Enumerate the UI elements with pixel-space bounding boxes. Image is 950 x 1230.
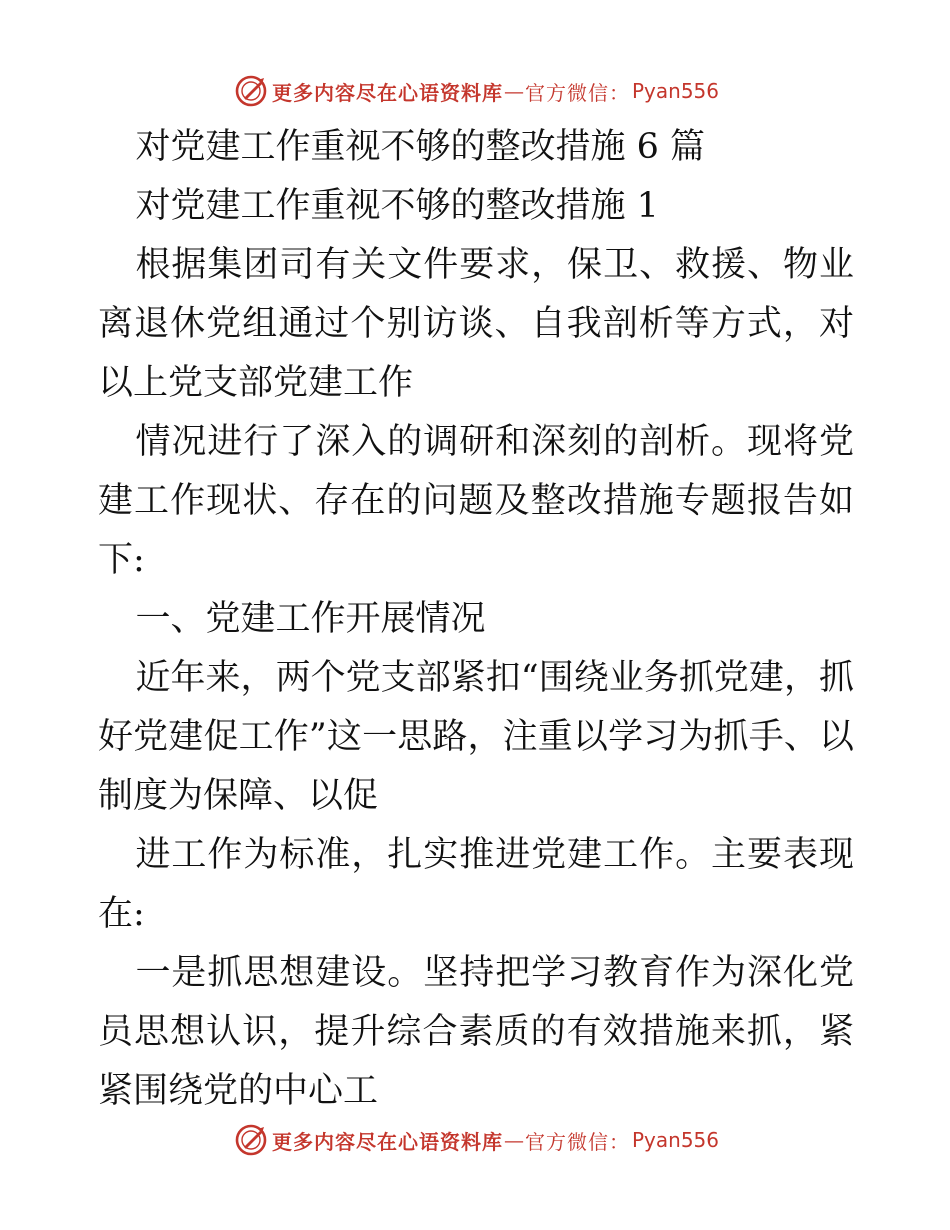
watermark-wechat-id: Pyan556 xyxy=(632,1128,720,1152)
watermark-separator: — xyxy=(504,1128,524,1152)
watermark-brand: 更多内容尽在心语资料库 xyxy=(272,1129,503,1154)
paragraph: 进工作为标准，扎实推进党建工作。主要表现在: xyxy=(98,835,854,934)
watermark-separator: — xyxy=(504,79,524,103)
paragraph: 一是抓思想建设。坚持把学习教育作为深化党员思想认识，提升综合素质的有效措施来抓，紧紧围绕党的中心工 xyxy=(98,953,854,1111)
header-watermark xyxy=(234,71,719,111)
brand-logo-icon xyxy=(234,1123,268,1157)
footer-watermark xyxy=(234,1120,719,1160)
watermark-official-label: 官方微信： xyxy=(525,80,630,105)
document-title: 对党建工作重视不够的整改措施 6 篇 xyxy=(135,127,705,167)
brand-logo-icon xyxy=(234,74,268,108)
paragraph: 情况进行了深入的调研和深刻的剖析。现将党建工作现状、存在的问题及整改措施专题报告如下: xyxy=(98,422,854,580)
document-body xyxy=(98,118,854,1121)
section-title: 对党建工作重视不够的整改措施 1 xyxy=(135,186,659,226)
watermark-wechat-id: Pyan556 xyxy=(632,79,720,103)
section-heading: 一、党建工作开展情况 xyxy=(135,599,486,639)
watermark-brand: 更多内容尽在心语资料库 xyxy=(272,80,503,105)
paragraph: 近年来，两个党支部紧扣“围绕业务抓党建，抓好党建促工作”这一思路，注重以学习为抓手、以制度为保障、以促 xyxy=(98,658,854,816)
paragraph: 根据集团司有关文件要求，保卫、救援、物业离退休党组通过个别访谈、自我剖析等方式，对以上党支部党建工作 xyxy=(98,245,854,403)
watermark-official-label: 官方微信： xyxy=(525,1129,630,1154)
